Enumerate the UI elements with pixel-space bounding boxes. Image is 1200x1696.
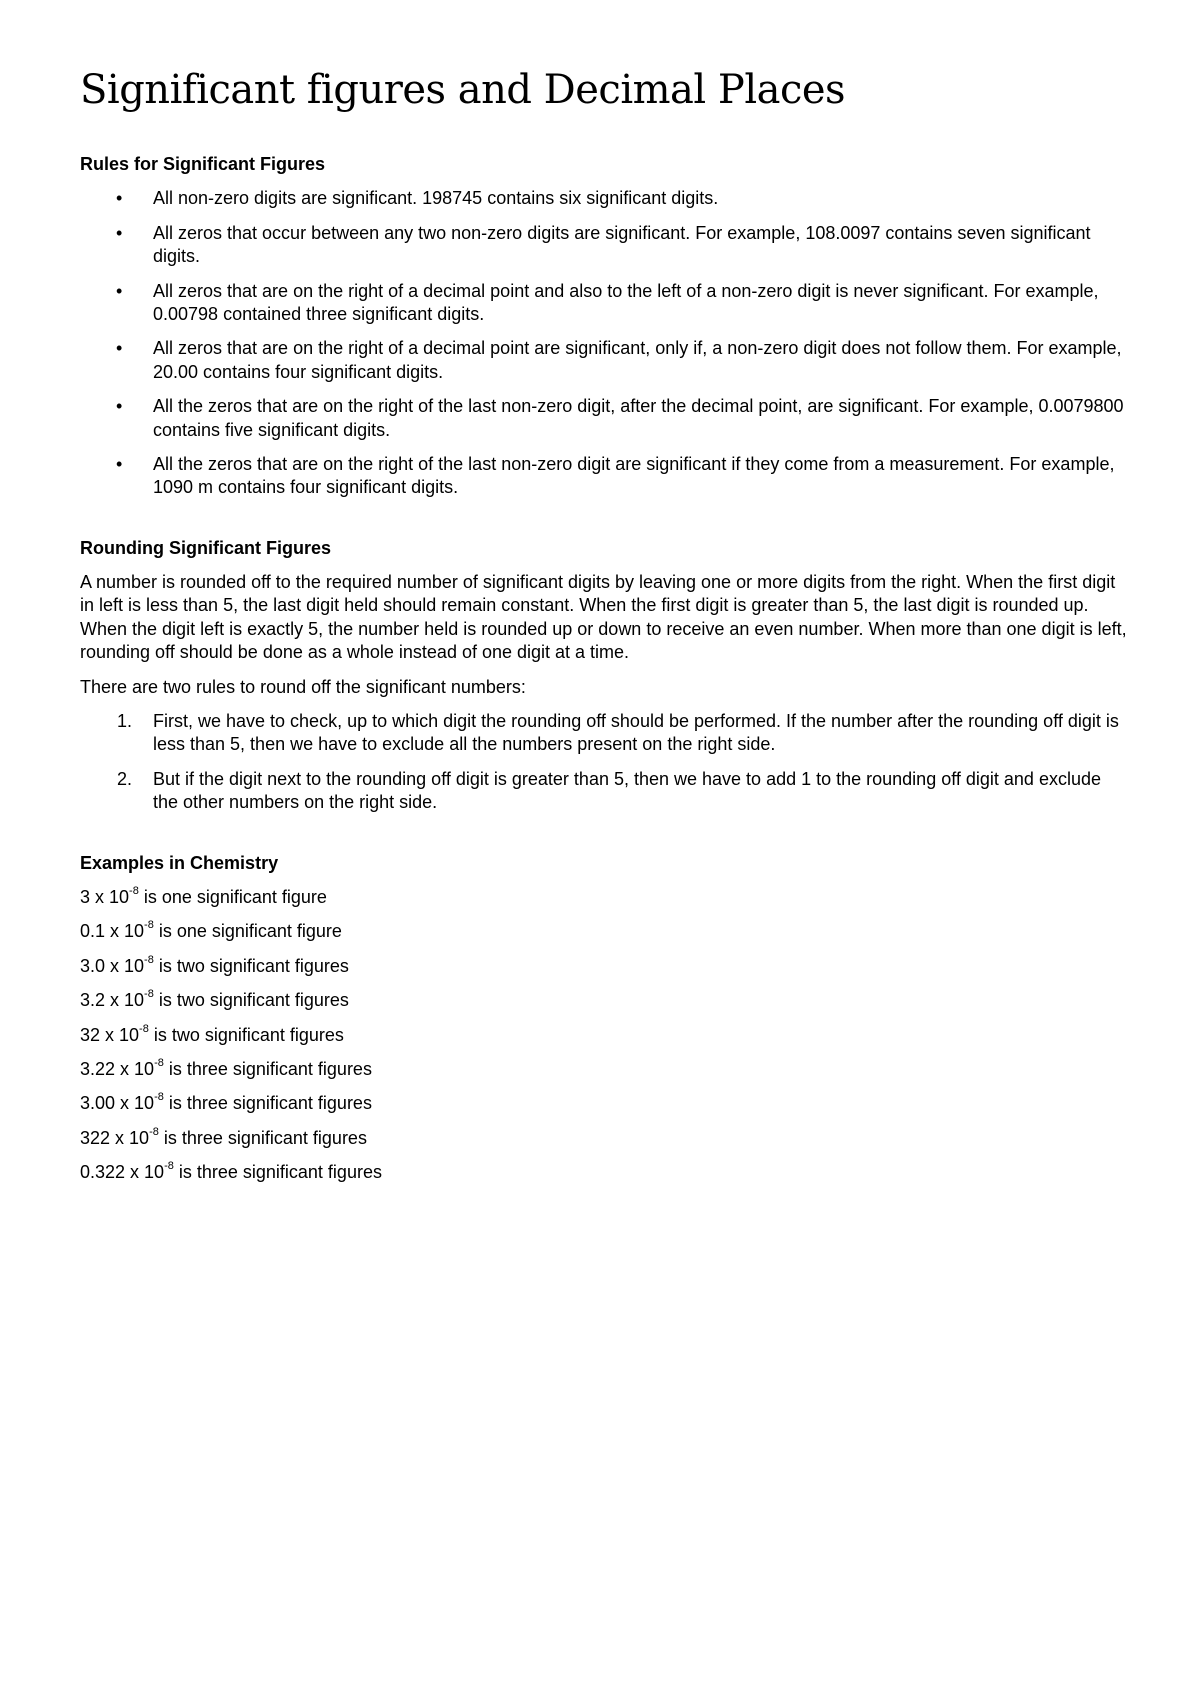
example-base: 0.1 x 10 xyxy=(80,921,145,942)
bullet-icon: • xyxy=(116,338,123,359)
example-base: 3.0 x 10 xyxy=(80,955,145,976)
example-base: 3 x 10 xyxy=(80,886,130,907)
rounding-heading: Rounding Significant Figures xyxy=(80,537,331,558)
example-suffix: is three significant figures xyxy=(163,1058,372,1079)
list-item xyxy=(80,337,1130,384)
example-suffix: is three significant figures xyxy=(173,1162,382,1183)
example-line xyxy=(80,989,1130,1012)
rounding-rules-list xyxy=(80,710,1130,815)
rules-heading: Rules for Significant Figures xyxy=(80,154,326,174)
example-suffix: is one significant figure xyxy=(138,886,327,907)
examples-section xyxy=(80,852,1130,1185)
example-exponent: -8 xyxy=(144,988,154,1001)
example-exponent: -8 xyxy=(144,953,154,966)
rounding-section xyxy=(80,537,1130,815)
example-line xyxy=(80,1092,1130,1115)
list-number: 1. xyxy=(117,711,133,732)
rules-list xyxy=(80,187,1130,499)
list-item-text: All non-zero digits are significant. 198745 contains six significant digits. xyxy=(153,188,719,209)
example-base: 32 x 10 xyxy=(80,1024,140,1045)
example-line xyxy=(80,886,1130,909)
example-exponent: -8 xyxy=(144,919,154,932)
example-exponent: -8 xyxy=(129,884,139,897)
example-base: 3.00 x 10 xyxy=(80,1093,155,1114)
example-suffix: is one significant figure xyxy=(153,921,342,942)
example-suffix: is three significant figures xyxy=(158,1127,367,1148)
example-line xyxy=(80,1024,1130,1047)
bullet-icon: • xyxy=(116,222,123,243)
list-item xyxy=(80,395,1130,442)
example-line xyxy=(80,1058,1130,1081)
example-suffix: is two significant figures xyxy=(153,955,349,976)
example-suffix: is two significant figures xyxy=(148,1024,344,1045)
list-item-text: All the zeros that are on the right of the last non-zero digit, after the decimal point, are significant. For example, 0.0079800 contains five significant digits. xyxy=(153,396,1124,440)
list-item xyxy=(80,280,1130,327)
example-exponent: -8 xyxy=(149,1125,159,1138)
example-exponent: -8 xyxy=(154,1056,164,1069)
section-spacer xyxy=(80,511,1130,537)
bullet-icon: • xyxy=(116,396,123,417)
bullet-icon: • xyxy=(116,280,123,301)
list-number: 2. xyxy=(117,768,133,789)
example-line xyxy=(80,955,1130,978)
bullet-icon: • xyxy=(116,188,123,209)
document-page xyxy=(80,66,1130,1196)
list-item xyxy=(80,768,1130,815)
list-item-text: All the zeros that are on the right of the last non-zero digit are significant if they come from a measurement. For example, 1090 m contains four significant digits. xyxy=(153,453,1115,498)
example-exponent: -8 xyxy=(154,1091,164,1104)
example-line xyxy=(80,1161,1130,1184)
list-item-text: All zeros that occur between any two non-zero digits are significant. For example, 108.0097 contains seven significant digits. xyxy=(153,222,1091,267)
example-exponent: -8 xyxy=(164,1160,174,1173)
list-item xyxy=(80,710,1130,757)
example-suffix: is two significant figures xyxy=(153,990,349,1011)
list-item-text: First, we have to check, up to which digit the rounding off should be performed. If the number after the rounding off digit is less than 5, then we have to exclude all the numbers present on the right side. xyxy=(153,711,1119,755)
list-item xyxy=(80,222,1130,269)
example-suffix: is three significant figures xyxy=(163,1093,372,1114)
examples-heading: Examples in Chemistry xyxy=(80,852,279,873)
list-item-text: But if the digit next to the rounding off digit is greater than 5, then we have to add 1 to the rounding off digit and exclude the other numbers on the right side. xyxy=(153,768,1101,813)
bullet-icon: • xyxy=(116,453,123,474)
page-title: Significant figures and Decimal Places xyxy=(80,67,846,113)
example-base: 0.322 x 10 xyxy=(80,1162,165,1183)
example-line xyxy=(80,920,1130,943)
list-item-text: All zeros that are on the right of a decimal point and also to the left of a non-zero digit is never significant. For example, 0.00798 contained three significant digits. xyxy=(153,280,1099,324)
example-exponent: -8 xyxy=(139,1022,149,1035)
rounding-intro: There are two rules to round off the significant numbers: xyxy=(80,676,526,697)
rules-section xyxy=(80,153,1130,500)
example-base: 322 x 10 xyxy=(80,1127,150,1148)
list-item xyxy=(80,453,1130,500)
list-item xyxy=(80,187,1130,210)
section-spacer xyxy=(80,826,1130,852)
example-line xyxy=(80,1127,1130,1150)
list-item-text: All zeros that are on the right of a decimal point are significant, only if, a non-zero digit does not follow them. For example, 20.00 contains four significant digits. xyxy=(153,338,1122,382)
example-base: 3.2 x 10 xyxy=(80,990,145,1011)
example-base: 3.22 x 10 xyxy=(80,1058,155,1079)
rounding-paragraph: A number is rounded off to the required number of significant digits by leaving one or more digits from the right. When the first digit in left is less than 5, the last digit held should remain constant. When the first digit is greater than 5, the last digit is rounded up. When the digit left is exactly 5, the number held is rounded up or down to receive an even number. When more than one digit is left, rounding off should be done as a whole instead of one digit at a time. xyxy=(80,572,1127,663)
